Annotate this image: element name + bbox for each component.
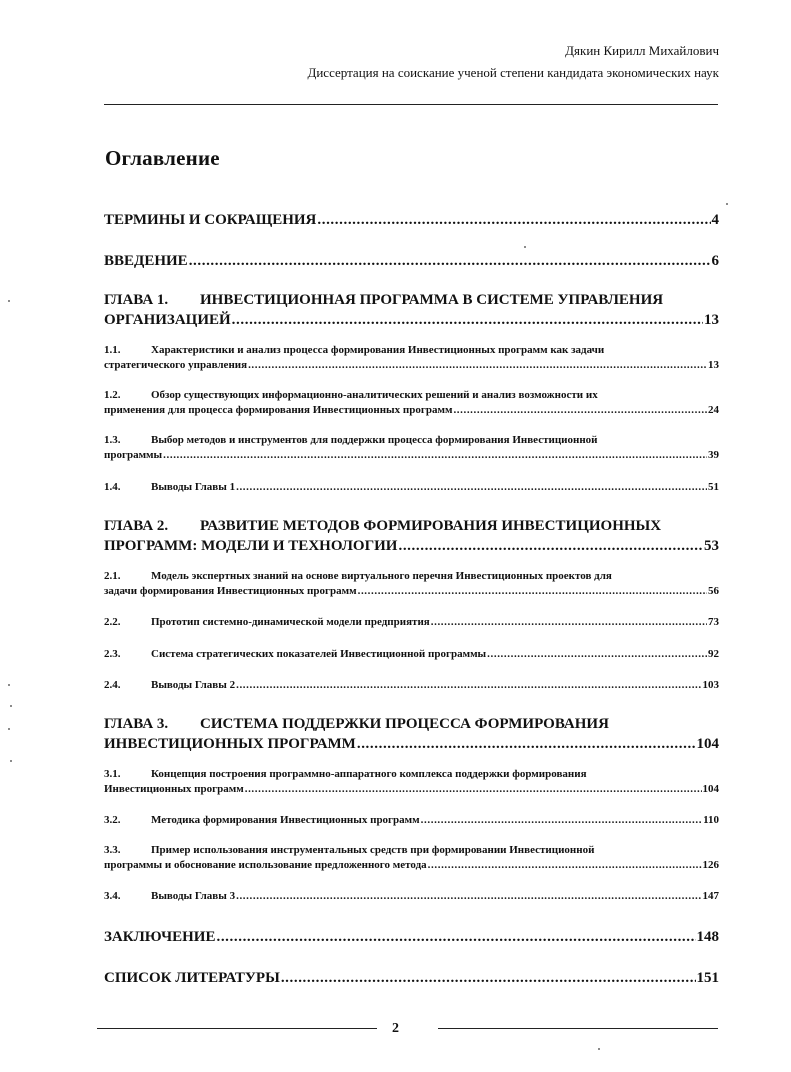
section-1-2-title-line2: применения для процесса формирования Инвестиционных программ	[104, 404, 453, 417]
toc-terms[interactable]	[104, 210, 719, 230]
section-2-4-title: Выводы Главы 2	[151, 679, 236, 691]
toc-section-2-4[interactable]	[104, 678, 719, 693]
section-3-1-title-line2: Инвестиционных программ	[104, 783, 244, 796]
toc-section-3-1[interactable]	[104, 767, 719, 797]
toc-terms-label: ТЕРМИНЫ И СОКРАЩЕНИЯ	[104, 212, 317, 228]
section-1-2-title-line1: Обзор существующих информационно-аналитических решений и анализ возможности их	[151, 389, 598, 401]
section-3-1-title-line1: Концепция построения программно-аппаратного комплекса поддержки формирования	[151, 768, 587, 780]
toc-intro-page: 6	[711, 253, 719, 269]
section-3-3-number: 3.3.	[104, 844, 121, 856]
chapter-2-number: ГЛАВА 2.	[104, 518, 169, 534]
toc-conclusion[interactable]	[104, 927, 719, 947]
toc-section-1-3[interactable]	[104, 433, 719, 463]
chapter-2-page: 53	[704, 538, 719, 555]
section-1-2-number: 1.2.	[104, 389, 121, 401]
section-2-1-title-line1: Модель экспертных знаний на основе виртуального перечня Инвестиционных проектов для	[151, 570, 612, 582]
toc-references-page: 151	[696, 970, 719, 986]
chapter-2-title-line2: ПРОГРАММ: МОДЕЛИ И ТЕХНОЛОГИИ	[104, 538, 398, 555]
toc-conclusion-label: ЗАКЛЮЧЕНИЕ	[104, 929, 216, 945]
header-author: Дякин Кирилл Михайлович	[565, 43, 719, 58]
chapter-1-page: 13	[704, 312, 719, 329]
section-1-3-number: 1.3.	[104, 434, 121, 446]
toc-intro-label: ВВЕДЕНИЕ	[104, 253, 188, 269]
section-3-2-title: Методика формирования Инвестиционных программ	[151, 814, 420, 826]
scan-speck	[726, 203, 728, 205]
page-title: Оглавление	[105, 146, 220, 170]
section-1-4-number: 1.4.	[104, 481, 121, 493]
toc-chapter-1[interactable]	[104, 290, 719, 331]
section-3-1-number: 3.1.	[104, 768, 121, 780]
section-1-3-title-line1: Выбор методов и инструментов для поддержки процесса формирования Инвестиционной	[151, 434, 598, 446]
section-3-3-page: 126	[702, 859, 719, 872]
section-3-4-page: 147	[702, 890, 719, 902]
section-1-4-title: Выводы Главы 1	[151, 481, 236, 493]
section-2-1-title-line2: задачи формирования Инвестиционных программ	[104, 585, 357, 598]
chapter-3-number: ГЛАВА 3.	[104, 716, 169, 732]
toc-section-3-4[interactable]	[104, 889, 719, 904]
scan-speck	[10, 760, 12, 762]
section-3-2-number: 3.2.	[104, 814, 121, 826]
chapter-3-title-line1: СИСТЕМА ПОДДЕРЖКИ ПРОЦЕССА ФОРМИРОВАНИЯ	[200, 716, 609, 732]
section-3-2-page: 110	[703, 814, 719, 826]
scan-speck	[524, 246, 526, 248]
toc-references[interactable]	[104, 968, 719, 988]
chapter-3-title-line2: ИНВЕСТИЦИОННЫХ ПРОГРАММ	[104, 736, 356, 753]
section-1-4-page: 51	[708, 481, 719, 493]
chapter-1-title-line1: ИНВЕСТИЦИОННАЯ ПРОГРАММА В СИСТЕМЕ УПРАВЛЕНИЯ	[200, 292, 664, 308]
section-1-1-page: 13	[708, 359, 719, 372]
chapter-2-title-line1: РАЗВИТИЕ МЕТОДОВ ФОРМИРОВАНИЯ ИНВЕСТИЦИОННЫХ	[200, 518, 662, 534]
toc-section-2-1[interactable]	[104, 569, 719, 599]
scan-speck	[10, 705, 12, 707]
section-2-3-number: 2.3.	[104, 648, 121, 660]
section-2-4-page: 103	[702, 679, 719, 691]
section-2-1-number: 2.1.	[104, 570, 121, 582]
toc-section-1-2[interactable]	[104, 388, 719, 418]
chapter-1-title-line2: ОРГАНИЗАЦИЕЙ	[104, 312, 231, 329]
section-2-2-number: 2.2.	[104, 616, 121, 628]
toc-section-3-2[interactable]	[104, 813, 719, 828]
toc-section-2-2[interactable]	[104, 615, 719, 630]
chapter-3-page: 104	[696, 736, 719, 753]
section-2-4-number: 2.4.	[104, 679, 121, 691]
section-2-2-title: Прототип системно-динамической модели предприятия	[151, 616, 430, 628]
section-3-1-page: 104	[702, 783, 719, 796]
scan-speck	[8, 684, 10, 686]
toc-intro[interactable]	[104, 251, 719, 271]
toc-chapter-3[interactable]	[104, 714, 719, 755]
section-3-3-title-line1: Пример использования инструментальных средств при формировании Инвестиционной	[151, 844, 595, 856]
toc-terms-page: 4	[711, 212, 719, 228]
section-3-4-title: Выводы Главы 3	[151, 890, 236, 902]
section-1-3-page: 39	[708, 449, 719, 462]
section-1-3-title-line2: программы	[104, 449, 163, 462]
scan-speck	[598, 1048, 600, 1050]
page-number: 2	[392, 1021, 399, 1036]
section-2-2-page: 73	[708, 616, 719, 628]
scan-speck	[8, 300, 10, 302]
toc-section-3-3[interactable]	[104, 843, 719, 873]
toc-section-1-4[interactable]	[104, 480, 719, 495]
header-subtitle: Диссертация на соискание ученой степени кандидата экономических наук	[307, 65, 719, 80]
section-2-3-title: Система стратегических показателей Инвестиционной программы	[151, 648, 487, 660]
chapter-1-number: ГЛАВА 1.	[104, 292, 169, 308]
section-3-3-title-line2: программы и обоснование использование предложенного метода	[104, 859, 427, 872]
section-2-1-page: 56	[708, 585, 719, 598]
section-1-2-page: 24	[708, 404, 719, 417]
section-3-4-number: 3.4.	[104, 890, 121, 902]
section-1-1-title-line1: Характеристики и анализ процесса формирования Инвестиционных программ как задачи	[151, 344, 605, 356]
section-2-3-page: 92	[708, 648, 719, 660]
toc-section-2-3[interactable]	[104, 647, 719, 662]
toc-conclusion-page: 148	[696, 929, 719, 945]
section-1-1-title-line2: стратегического управления	[104, 359, 248, 372]
section-1-1-number: 1.1.	[104, 344, 121, 356]
scan-speck	[8, 728, 10, 730]
header-rule	[104, 104, 718, 105]
toc-chapter-2[interactable]	[104, 516, 719, 557]
toc-references-label: СПИСОК ЛИТЕРАТУРЫ	[104, 970, 280, 986]
toc-section-1-1[interactable]	[104, 343, 719, 373]
